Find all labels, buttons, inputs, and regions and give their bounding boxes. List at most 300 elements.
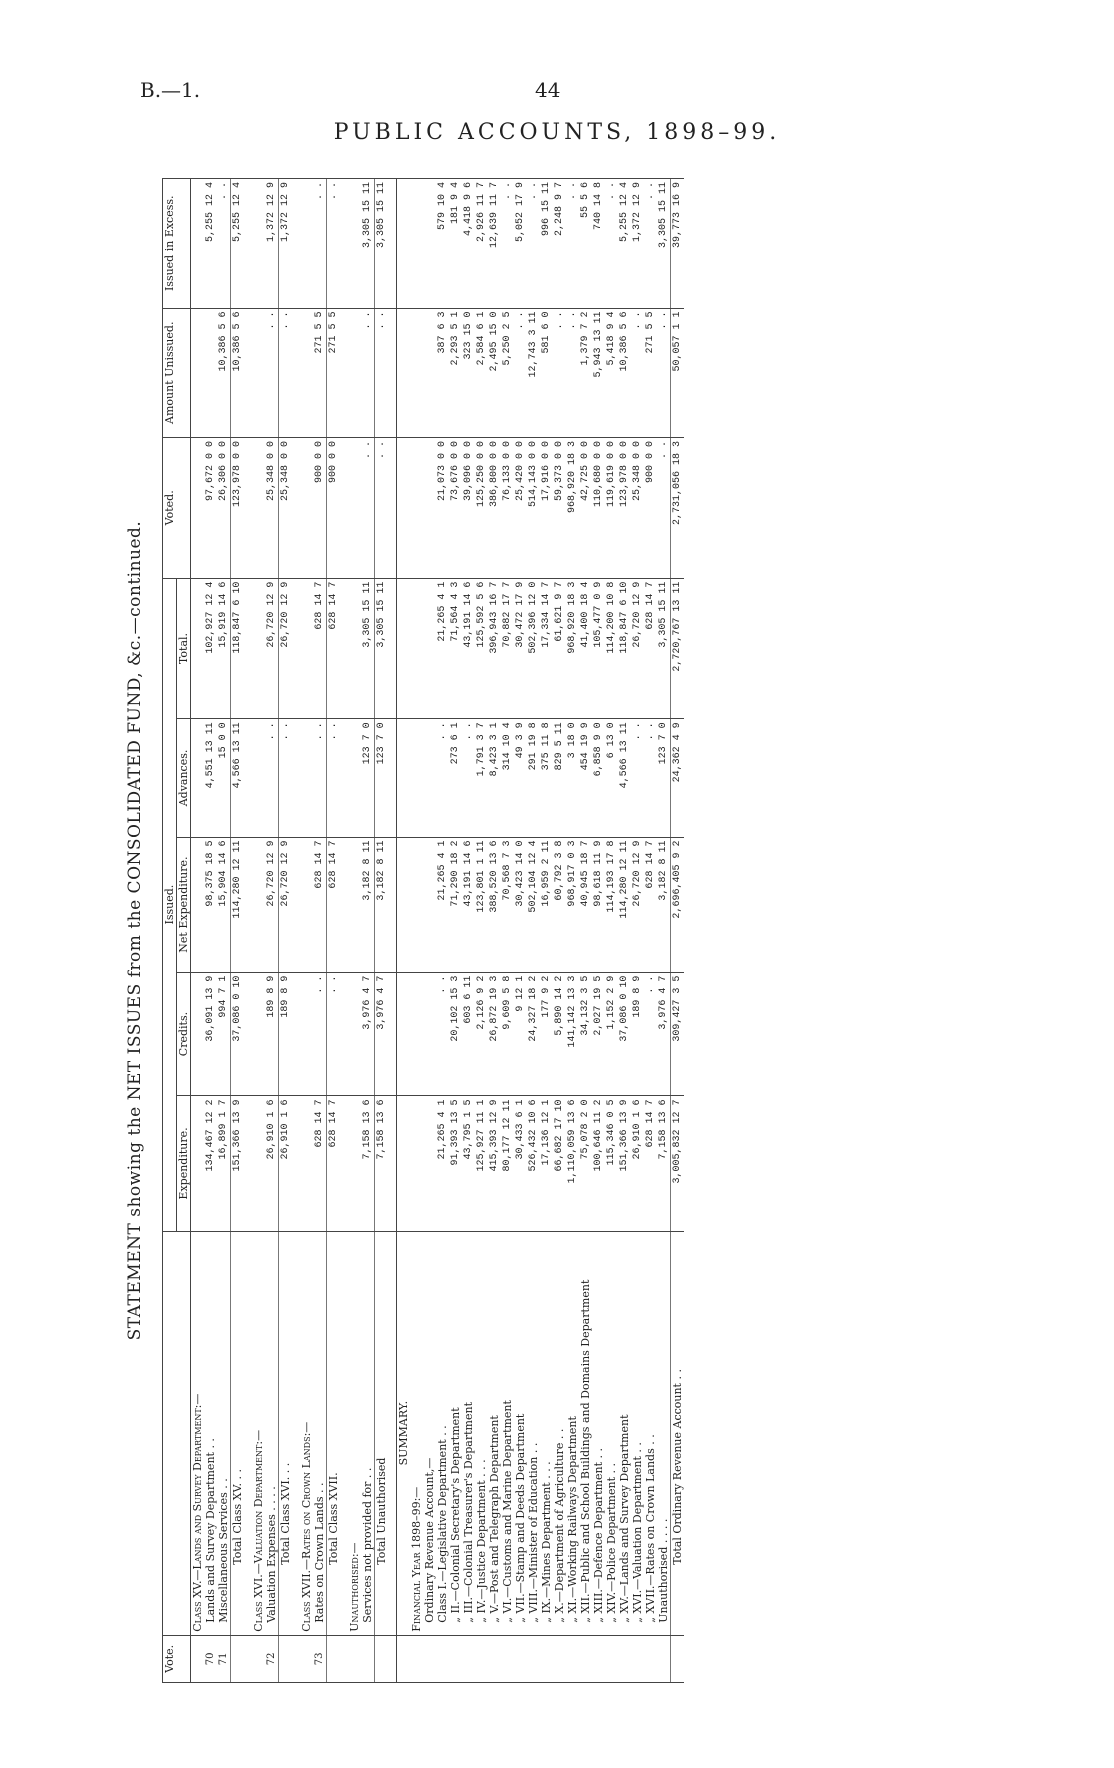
summary-row <box>553 179 566 1683</box>
row-label: Total Class XVI. . . <box>279 1231 293 1635</box>
value-adv: 123 7 0 <box>375 719 389 837</box>
value-tot: 628 14 7 <box>644 578 657 719</box>
vote-number <box>553 1635 566 1682</box>
spacer-cell <box>340 837 348 972</box>
value-unissued: . . <box>361 308 375 437</box>
value-cred: . . <box>436 972 449 1096</box>
value-net: 43,191 14 6 <box>462 837 475 972</box>
spacer-cell <box>388 837 397 972</box>
value-excess: . . <box>605 179 618 309</box>
value-tot: 502,396 12 0 <box>527 578 540 719</box>
summary-year-label: Financial Year 1898–99:— <box>410 1231 423 1635</box>
value-exp <box>410 1096 423 1231</box>
col-credits: Credits. <box>177 972 191 1096</box>
value-net <box>397 837 411 972</box>
value-excess: . . <box>566 179 579 309</box>
vote-number <box>423 1635 436 1682</box>
spacer-cell <box>244 578 252 719</box>
value-unissued <box>252 308 265 437</box>
value-cred: 26,872 19 3 <box>488 972 501 1096</box>
value-excess: 1,372 12 9 <box>279 179 293 309</box>
spacer-cell <box>292 1231 300 1635</box>
vote-number: 72 <box>265 1635 279 1682</box>
value-voted: 123,978 0 0 <box>618 437 631 578</box>
vote-number <box>231 1635 245 1682</box>
value-net: 15,904 14 6 <box>217 837 231 972</box>
value-net: 502,104 12 4 <box>527 837 540 972</box>
value-unissued: . . <box>631 308 644 437</box>
value-cred: 1,152 2 9 <box>605 972 618 1096</box>
spacer-row <box>388 179 397 1683</box>
value-tot: 628 14 7 <box>313 578 327 719</box>
value-unissued <box>300 308 313 437</box>
value-adv: . . <box>644 719 657 837</box>
value-voted <box>300 437 313 578</box>
value-tot: 2,720,767 13 11 <box>671 578 685 719</box>
value-net: 70,568 7 3 <box>501 837 514 972</box>
row-label: „ VI.—Customs and Marine Department <box>501 1231 514 1635</box>
value-net: 3,182 8 11 <box>361 837 375 972</box>
value-adv <box>423 719 436 837</box>
vote-number <box>436 1635 449 1682</box>
summary-row <box>527 179 540 1683</box>
summary-row <box>462 179 475 1683</box>
value-cred: 2,027 19 5 <box>592 972 605 1096</box>
value-unissued: . . <box>657 308 671 437</box>
value-excess: 3,305 15 11 <box>657 179 671 309</box>
value-cred: 9 12 1 <box>514 972 527 1096</box>
row-label: „ V.—Post and Telegraph Department <box>488 1231 501 1635</box>
spacer-cell <box>244 837 252 972</box>
value-unissued: . . <box>553 308 566 437</box>
value-voted <box>410 437 423 578</box>
value-excess: 55 5 6 <box>579 179 592 309</box>
table-row <box>313 179 327 1683</box>
value-excess: 2,926 11 7 <box>475 179 488 309</box>
value-unissued: 581 6 0 <box>540 308 553 437</box>
value-unissued <box>348 308 361 437</box>
value-cred <box>397 972 411 1096</box>
value-voted <box>423 437 436 578</box>
row-label: „ IX.—Mines Department . . . <box>540 1231 553 1635</box>
spacer-cell <box>388 578 397 719</box>
value-net: 114,280 12 11 <box>231 837 245 972</box>
value-adv: 314 10 4 <box>501 719 514 837</box>
value-excess: . . <box>327 179 341 309</box>
value-unissued: . . <box>514 308 527 437</box>
value-tot: 41,400 18 4 <box>579 578 592 719</box>
vote-number <box>252 1635 265 1682</box>
vote-number <box>300 1635 313 1682</box>
value-tot: 3,305 15 11 <box>657 578 671 719</box>
spacer-row <box>244 179 252 1683</box>
summary-row <box>644 179 657 1683</box>
value-excess: 4,418 9 6 <box>462 179 475 309</box>
value-adv: . . <box>436 719 449 837</box>
value-exp: 628 14 7 <box>327 1096 341 1231</box>
value-cred: 189 8 9 <box>631 972 644 1096</box>
value-net: 26,720 12 9 <box>265 837 279 972</box>
value-exp <box>252 1096 265 1231</box>
value-cred: 34,132 3 5 <box>579 972 592 1096</box>
summary-row <box>605 179 618 1683</box>
value-cred <box>348 972 361 1096</box>
value-adv: 273 6 1 <box>449 719 462 837</box>
vote-number <box>501 1635 514 1682</box>
row-label: „ XVI.—Valuation Department . . <box>631 1231 644 1635</box>
value-cred: 994 7 1 <box>217 972 231 1096</box>
value-excess: 12,639 11 7 <box>488 179 501 309</box>
value-voted: 900 0 0 <box>644 437 657 578</box>
row-label: „ X.—Department of Agriculture . . <box>553 1231 566 1635</box>
value-net <box>300 837 313 972</box>
value-adv: . . <box>631 719 644 837</box>
table-body <box>191 179 685 1683</box>
value-cred: 24,327 18 2 <box>527 972 540 1096</box>
value-cred: 5,890 14 2 <box>553 972 566 1096</box>
summary-account-label-row <box>423 179 436 1683</box>
value-cred: 3,976 4 7 <box>657 972 671 1096</box>
value-cred: 141,142 13 3 <box>566 972 579 1096</box>
row-label: „ XIV.—Police Department . . <box>605 1231 618 1635</box>
vote-number <box>631 1635 644 1682</box>
value-adv: 123 7 0 <box>361 719 375 837</box>
spacer-cell <box>292 308 300 437</box>
row-label: Total Class XVII. <box>327 1231 341 1635</box>
vote-number <box>644 1635 657 1682</box>
vote-number <box>605 1635 618 1682</box>
value-exp: 26,910 1 6 <box>631 1096 644 1231</box>
value-cred: . . <box>327 972 341 1096</box>
table-row <box>361 179 375 1683</box>
value-exp: 66,682 17 10 <box>553 1096 566 1231</box>
row-label: „ III.—Colonial Treasurer's Department <box>462 1231 475 1635</box>
vote-number <box>348 1635 361 1682</box>
vote-number <box>592 1635 605 1682</box>
summary-row <box>488 179 501 1683</box>
value-unissued: 10,386 5 6 <box>231 308 245 437</box>
value-voted: 125,250 0 0 <box>475 437 488 578</box>
value-exp: 415,393 12 9 <box>488 1096 501 1231</box>
section-heading: Unauthorised:— <box>348 1231 361 1635</box>
value-net: 26,720 12 9 <box>279 837 293 972</box>
value-cred <box>300 972 313 1096</box>
value-tot: 43,191 14 6 <box>462 578 475 719</box>
value-net <box>348 837 361 972</box>
value-excess: 1,372 12 9 <box>265 179 279 309</box>
value-net: 628 14 7 <box>644 837 657 972</box>
net-issues-table <box>162 178 684 1683</box>
value-unissued <box>191 308 205 437</box>
value-voted: . . <box>657 437 671 578</box>
row-label: „ II.—Colonial Secretary's Department <box>449 1231 462 1635</box>
row-label: Miscellaneous Services . . <box>217 1231 231 1635</box>
value-voted: 97,672 0 0 <box>204 437 217 578</box>
value-cred: 603 6 11 <box>462 972 475 1096</box>
vote-number <box>191 1635 205 1682</box>
value-unissued: . . <box>279 308 293 437</box>
value-exp: 16,899 1 7 <box>217 1096 231 1231</box>
summary-row <box>618 179 631 1683</box>
value-tot: 21,265 4 1 <box>436 578 449 719</box>
value-cred: 309,427 3 5 <box>671 972 685 1096</box>
value-excess <box>348 179 361 309</box>
page-identifier: B.—1. <box>140 78 201 102</box>
spacer-cell <box>388 719 397 837</box>
vote-number <box>657 1635 671 1682</box>
value-net: 968,917 0 3 <box>566 837 579 972</box>
value-unissued: 50,057 1 1 <box>671 308 685 437</box>
value-excess: . . <box>501 179 514 309</box>
value-tot: 102,927 12 4 <box>204 578 217 719</box>
spacer-cell <box>244 719 252 837</box>
value-cred: 189 8 9 <box>279 972 293 1096</box>
col-net-expenditure: Net Expenditure. <box>177 837 191 972</box>
summary-row <box>592 179 605 1683</box>
value-voted: 968,920 18 3 <box>566 437 579 578</box>
value-tot: 26,720 12 9 <box>279 578 293 719</box>
row-label: Rates on Crown Lands . . <box>313 1231 327 1635</box>
value-tot: 3,305 15 11 <box>375 578 389 719</box>
value-cred: 36,091 13 9 <box>204 972 217 1096</box>
value-voted: 25,348 0 0 <box>265 437 279 578</box>
value-excess <box>191 179 205 309</box>
col-group-issued: Issued. <box>163 578 177 1231</box>
summary-row <box>579 179 592 1683</box>
value-voted: 59,373 0 0 <box>553 437 566 578</box>
value-tot <box>423 578 436 719</box>
value-adv: 6,858 9 0 <box>592 719 605 837</box>
value-cred: 3,976 4 7 <box>375 972 389 1096</box>
value-adv: 454 19 9 <box>579 719 592 837</box>
value-exp: 125,927 11 1 <box>475 1096 488 1231</box>
value-tot: 17,334 14 7 <box>540 578 553 719</box>
value-tot: 26,720 12 9 <box>631 578 644 719</box>
value-unissued: 271 5 5 <box>644 308 657 437</box>
spacer-cell <box>292 578 300 719</box>
spacer-cell <box>340 1096 348 1231</box>
value-net: 114,280 12 11 <box>618 837 631 972</box>
value-exp: 43,795 1 5 <box>462 1096 475 1231</box>
value-cred <box>410 972 423 1096</box>
col-vote: Vote. <box>163 1635 191 1682</box>
value-tot: 71,564 4 3 <box>449 578 462 719</box>
value-tot: 114,200 10 8 <box>605 578 618 719</box>
value-exp <box>423 1096 436 1231</box>
value-exp: 628 14 7 <box>313 1096 327 1231</box>
row-label: „ VII.—Stamp and Deeds Department <box>514 1231 527 1635</box>
value-excess: 2,248 9 7 <box>553 179 566 309</box>
vote-number <box>527 1635 540 1682</box>
row-label: Lands and Survey Department . . <box>204 1231 217 1635</box>
value-unissued: . . <box>375 308 389 437</box>
col-issued-in-excess: Issued in Excess. <box>163 179 191 309</box>
spacer-cell <box>244 308 252 437</box>
value-excess: 5,255 12 4 <box>204 179 217 309</box>
value-net <box>410 837 423 972</box>
value-excess: 579 10 4 <box>436 179 449 309</box>
vote-number <box>579 1635 592 1682</box>
col-advances: Advances. <box>177 719 191 837</box>
value-exp: 26,910 1 6 <box>279 1096 293 1231</box>
value-excess <box>252 179 265 309</box>
summary-row <box>657 179 671 1683</box>
value-excess: . . <box>313 179 327 309</box>
page-title: PUBLIC ACCOUNTS, 1898–99. <box>333 120 781 145</box>
rotated-table-frame <box>118 178 982 1683</box>
value-voted: 119,619 0 0 <box>605 437 618 578</box>
value-unissued: 12,743 3 11 <box>527 308 540 437</box>
value-tot: 3,305 15 11 <box>361 578 375 719</box>
value-exp <box>300 1096 313 1231</box>
value-net <box>191 837 205 972</box>
vote-number <box>671 1635 685 1682</box>
row-label: Total Class XV. . . <box>231 1231 245 1635</box>
value-voted: 26,306 0 0 <box>217 437 231 578</box>
spacer-cell <box>292 1635 300 1682</box>
value-exp <box>397 1096 411 1231</box>
value-net: 98,375 18 5 <box>204 837 217 972</box>
value-net: 628 14 7 <box>327 837 341 972</box>
value-exp: 17,136 12 1 <box>540 1096 553 1231</box>
vote-number: 73 <box>313 1635 327 1682</box>
value-cred: 9,609 5 8 <box>501 972 514 1096</box>
value-excess <box>397 179 411 309</box>
value-voted: 900 0 0 <box>313 437 327 578</box>
spacer-row <box>340 179 348 1683</box>
row-label: „ VIII.—Minister of Education . . <box>527 1231 540 1635</box>
value-tot: 15,919 14 6 <box>217 578 231 719</box>
value-excess: 3,305 15 11 <box>361 179 375 309</box>
value-cred: 37,086 0 10 <box>618 972 631 1096</box>
section-heading-row <box>300 179 313 1683</box>
value-unissued: . . <box>566 308 579 437</box>
value-excess: 1,372 12 9 <box>631 179 644 309</box>
value-tot: 125,592 5 6 <box>475 578 488 719</box>
value-adv: 375 11 8 <box>540 719 553 837</box>
value-net: 21,265 4 1 <box>436 837 449 972</box>
value-voted <box>191 437 205 578</box>
vote-number <box>449 1635 462 1682</box>
value-net: 628 14 7 <box>313 837 327 972</box>
spacer-row <box>292 179 300 1683</box>
value-excess <box>300 179 313 309</box>
value-adv: . . <box>279 719 293 837</box>
section-heading-row <box>348 179 361 1683</box>
page-number: 44 <box>535 78 561 102</box>
spacer-cell <box>292 837 300 972</box>
value-net <box>423 837 436 972</box>
section-heading: Class XVI.—Valuation Department:— <box>252 1231 265 1635</box>
value-unissued: 271 5 5 <box>313 308 327 437</box>
spacer-cell <box>292 437 300 578</box>
vote-number: 70 <box>204 1635 217 1682</box>
value-unissued: 1,379 7 2 <box>579 308 592 437</box>
spacer-cell <box>292 179 300 309</box>
spacer-cell <box>340 308 348 437</box>
value-adv: 49 3 9 <box>514 719 527 837</box>
row-label: „ XI.—Working Railways Department <box>566 1231 579 1635</box>
value-net: 3,182 8 11 <box>375 837 389 972</box>
value-exp: 526,432 10 6 <box>527 1096 540 1231</box>
value-exp: 91,393 13 5 <box>449 1096 462 1231</box>
value-voted: 76,133 0 0 <box>501 437 514 578</box>
value-tot: 628 14 7 <box>327 578 341 719</box>
value-adv: . . <box>462 719 475 837</box>
value-unissued: . . <box>265 308 279 437</box>
col-expenditure: Expenditure. <box>177 1096 191 1231</box>
spacer-cell <box>244 1231 252 1635</box>
value-exp: 80,177 12 11 <box>501 1096 514 1231</box>
summary-heading: SUMMARY. <box>397 1231 411 1635</box>
value-voted: 25,348 0 0 <box>279 437 293 578</box>
value-unissued <box>397 308 411 437</box>
col-voted: Voted. <box>163 437 191 578</box>
value-net: 16,959 2 11 <box>540 837 553 972</box>
value-adv: . . <box>265 719 279 837</box>
value-unissued <box>410 308 423 437</box>
summary-row <box>475 179 488 1683</box>
summary-row <box>631 179 644 1683</box>
table-row <box>217 179 231 1683</box>
value-unissued: 271 5 5 <box>327 308 341 437</box>
section-heading: Class XVII.—Rates on Crown Lands:— <box>300 1231 313 1635</box>
value-net: 3,182 8 11 <box>657 837 671 972</box>
spacer-cell <box>388 437 397 578</box>
vote-number: 71 <box>217 1635 231 1682</box>
value-unissued: 5,250 2 5 <box>501 308 514 437</box>
value-cred: 189 8 9 <box>265 972 279 1096</box>
value-adv: 4,551 13 11 <box>204 719 217 837</box>
value-exp: 151,366 13 9 <box>231 1096 245 1231</box>
value-tot: 968,920 18 3 <box>566 578 579 719</box>
value-excess <box>410 179 423 309</box>
value-adv: 829 5 11 <box>553 719 566 837</box>
value-exp: 134,467 12 2 <box>204 1096 217 1231</box>
value-net: 98,618 11 9 <box>592 837 605 972</box>
value-voted: 17,916 0 0 <box>540 437 553 578</box>
spacer-cell <box>244 437 252 578</box>
summary-heading-row <box>397 179 411 1683</box>
table-row <box>204 179 217 1683</box>
value-cred: 3,976 4 7 <box>361 972 375 1096</box>
vote-number <box>361 1635 375 1682</box>
value-adv: 4,566 13 11 <box>231 719 245 837</box>
class-total-row <box>279 179 293 1683</box>
value-adv <box>348 719 361 837</box>
value-cred <box>423 972 436 1096</box>
value-exp: 7,158 13 6 <box>657 1096 671 1231</box>
value-unissued: 10,386 5 6 <box>618 308 631 437</box>
value-net: 26,720 12 9 <box>631 837 644 972</box>
value-adv <box>191 719 205 837</box>
value-exp <box>348 1096 361 1231</box>
spacer-cell <box>340 578 348 719</box>
value-tot <box>348 578 361 719</box>
summary-account-label: Ordinary Revenue Account,— <box>423 1231 436 1635</box>
spacer-cell <box>388 1635 397 1682</box>
value-exp: 21,265 4 1 <box>436 1096 449 1231</box>
value-exp: 30,433 6 1 <box>514 1096 527 1231</box>
value-adv: 6 13 0 <box>605 719 618 837</box>
value-excess: 5,255 12 4 <box>618 179 631 309</box>
value-excess: . . <box>527 179 540 309</box>
value-unissued <box>204 308 217 437</box>
value-exp: 7,158 13 6 <box>361 1096 375 1231</box>
value-unissued: 5,943 13 11 <box>592 308 605 437</box>
value-tot: 30,472 17 9 <box>514 578 527 719</box>
value-net: 30,423 14 0 <box>514 837 527 972</box>
